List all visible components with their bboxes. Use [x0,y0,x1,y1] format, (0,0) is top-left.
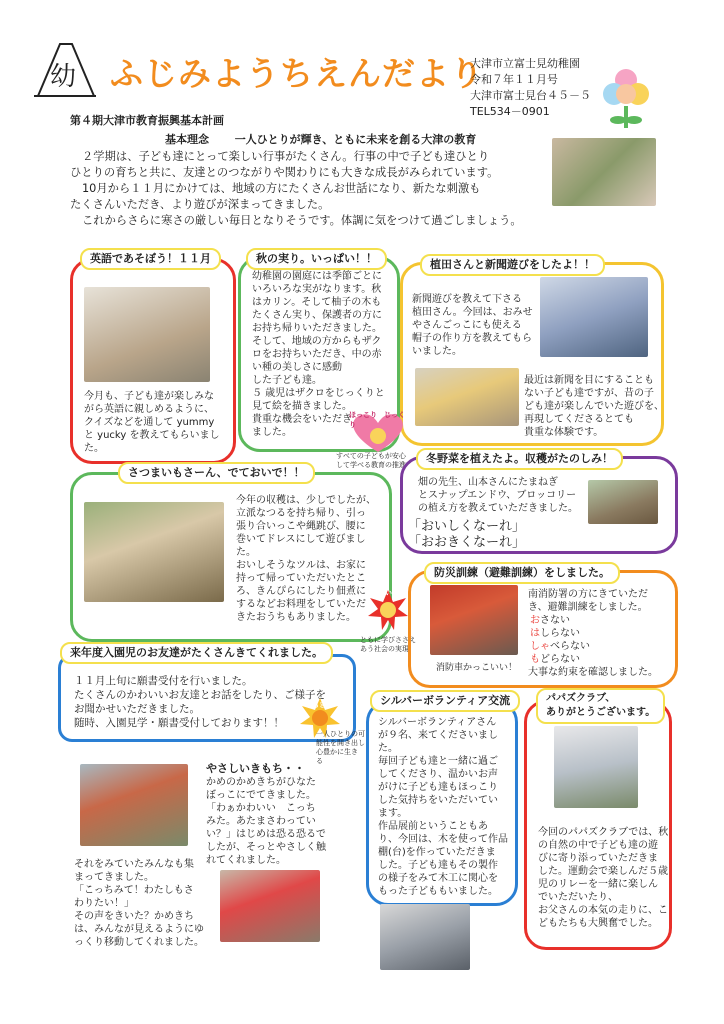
caterpillar-title: やさしいきもち・・ [206,762,305,775]
heart-badge-title: ほっこり じっくり [349,411,405,429]
silver-body: シルバーボランティアさん が９名、来てくださいまし た。 毎回子ども達と一緒に過ご してくださり、温かいお声 がけに子ども達もほっこり した気持ちをいただいてい ます。 作品展前ということもあ り、今回は、木を使って作品 棚(台)を作っていただきま した。子ども達もその製作 の様子をみて木工に関心を もった子どももいました。 [378,717,508,897]
flower-mascot [596,64,656,134]
drill-body: 南消防署の方にきていただ き、避難訓練をしました。 [528,589,648,613]
school-name: 大津市立富士見幼稚園 [470,57,580,70]
intro-line: 10月から１１月にかけては、地域の方にたくさんお世話になり、新たな刺激も [82,182,481,195]
ueda-body-2: 最近は新聞を目にすることも ない子ども達ですが、昔の子 ども達が楽しんでいた遊びを、 再現してくださるとても 貴重な体験です。 [524,375,664,438]
newcomers-title: 来年度入園児のお友達がたくさんきてくれました。 [60,642,333,664]
school-address: 大津市富士見台４５－５ [470,89,591,102]
heart-badge-sub: すべての子どもが安心 して学べる教育の推進 [336,452,406,469]
philosophy-text: 一人ひとりが輝き、ともに未来を創る大津の教育 [234,133,477,146]
caterpillar-body: かめのかめきちがひなた ぼっこにでてきました。 「わぁかわいい こっち みた。あたまさわってい い？」はじめは恐る恐るで したが、そっとやさしく触 れてくれました。 [206,777,326,866]
newcomers-body: １１月上旬に願書受付を行いました。 たくさんのかわいいお友達とお話をしたり、ご様子を お聞かせいただきました。 随時、入園見学・願書受付しております！！ [74,675,326,729]
papas-photo [554,726,638,808]
ueda-body-1: 新聞遊びを教えて下さる 植田さん。今回は、おみせ やさんごっこにも使える 帽子の作り方を教えてもら いました。 [412,294,533,357]
turtle-photo-1 [80,764,188,846]
plan-title: 第４期大津市教育振興基本計画 [70,114,224,127]
drill-rule: もどらない [530,654,580,665]
sweetpotato-body: 今年の収穫は、少しでしたが、 立派なつるを持ち帰り、引っ 張り合いっこや縄跳び、腰に 巻いてドレスにして遊びまし た。 おいしそうなツルは、お家に 持って帰っていただいたとこ ろ、きんぴらにしたり佃煮に するなどお料理をしていただ きたおうちもありました。 [236,495,376,623]
english-photo [84,287,210,382]
drill-photo [430,585,518,655]
flower-icon [596,64,656,134]
winter-quote-2: 「おおきくなーれ」 [408,535,526,550]
drill-footer: 大事な約束を確認しました。 [528,667,658,678]
newsletter-title: ふじみようちえんだより [110,54,484,93]
autumn-body: 幼稚園の園庭には季節ごとに いろいろな実がなります。秋 はカリン。そして柚子の木も たくさん実り、保護者の方に お持ち帰りいただきました。 そして、地域の方からもザク ロをお持ちいただき、中の赤 い種の美しさに感動 した子ども達。 ５ 歳児はザクロをじっくりと 見て絵を描きました。 貴重な機会をいただき ました。 [252,271,385,438]
turtle-photo-2 [220,870,320,942]
winter-body: 畑の先生、山本さんにたまねぎ とスナップエンドウ、ブロッコリー の植え方を教えていただきました。 [418,477,578,514]
ueda-photo-play [415,368,519,426]
winter-title: 冬野菜を植えたよ。収穫がたのしみ！ [416,448,623,470]
sun-badge-1-title: いきいき [371,589,399,597]
issue-number: 令和７年１１月号 [470,73,558,86]
ueda-photo-group [540,277,648,357]
english-title: 英語であそぼう！１１月 [80,248,221,270]
caterpillar-body-2: それをみていたみんなも集 まってきました。 「こっちみて！わたしもさ わりたい！」 その声をきいた？かめきち は、みんなが見えるようにゆ っくり移動してくれました。 [74,859,204,948]
papas-body: 今回のパパズクラブでは、秋 の自然の中で子ども達の遊 びに寄り添っていただきま した。運動会で楽しんだ５歳 児のリレーを一緒に楽しん でいただいたり、 お父さんの本気の走りに、こ どもたちも大興奮でした。 [538,827,669,929]
logo-char: 幼 [50,62,77,92]
intro-line: ひとりの育ちと共に、友達とのつながりや関わりにも大きな成長がみられています。 [70,166,499,179]
philosophy [165,131,476,147]
drill-rule: はしらない [530,628,580,639]
ueda-title: 植田さんと新聞遊びをしたよ！！ [420,254,605,276]
sun-badge-2-sub: 一人ひとりの可 能性を開き出し 心豊かに生き る [316,730,365,765]
silver-title: シルバーボランティア交流 [370,690,520,712]
drill-rule: しゃべらない [530,641,590,652]
intro-photo [552,138,656,206]
drill-title: 防災訓練（避難訓練）をしました。 [424,562,620,584]
intro-line: これからさらに寒さの厳しい毎日となりそうです。体調に気をつけて過ごしましょう。 [82,214,522,227]
drill-rule: おさない [530,615,570,626]
intro-text [70,149,522,229]
philosophy-label: 基本理念 [165,133,209,146]
winter-photo [588,480,658,524]
intro-line: たくさんいただき、より遊びが深まってきました。 [70,198,330,211]
sun-badge-1-sub: ともに学びささえ あう社会の実現 [360,636,416,653]
school-info [470,56,591,120]
autumn-title: 秋の実り。いっぱい！！ [246,248,387,270]
sweetpotato-photo [84,502,224,602]
logo [30,36,100,106]
drill-caption: 消防車かっこいい！ [436,663,518,673]
intro-line: ２学期は、子ども達にとって楽しい行事がたくさん。行事の中で子ども達ひとり [82,150,490,163]
papas-title: パパズクラブ、 ありがとうございます。 [536,688,665,724]
silver-photo [380,904,470,970]
sweetpotato-title: さつまいもさーん、でておいで！！ [118,462,315,484]
sun-badge-1 [368,590,408,630]
school-tel: TEL534－0901 [470,105,550,118]
english-body: 今月も、子ども達が楽しみな がら英語に親しめるように、 クイズなどを通して yummy と yucky を教えてもらいまし た。 [84,391,220,454]
winter-quote-1: 「おいしくなーれ」 [408,519,526,534]
heart-badge [345,410,411,454]
sun-badge-2-title: きらきら [305,701,333,709]
drill-rules [530,614,590,666]
